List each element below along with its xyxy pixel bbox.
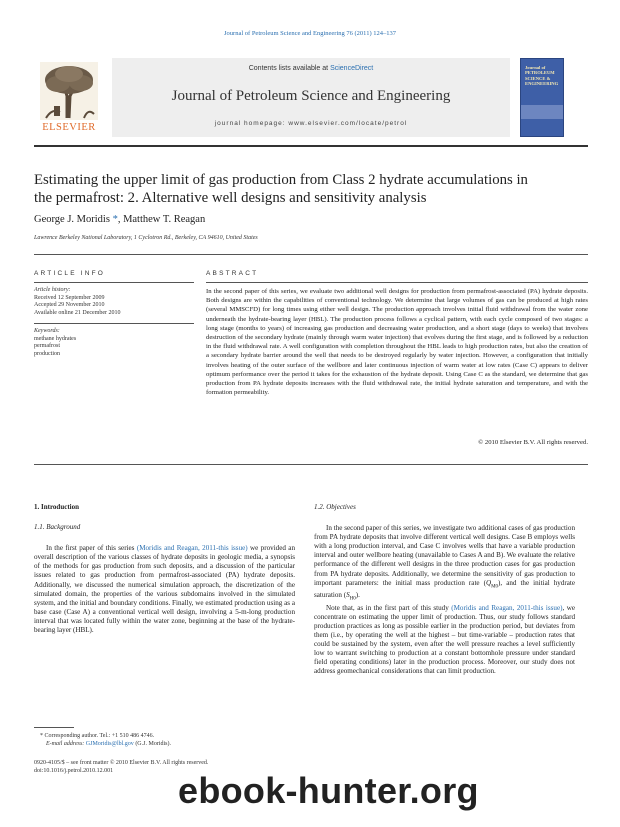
sciencedirect-link[interactable]: ScienceDirect — [330, 65, 374, 72]
subsection-heading: 1.1. Background — [34, 523, 81, 532]
history-label: Article history: — [34, 287, 71, 293]
history-accepted: Accepted 29 November 2010 — [34, 302, 105, 309]
paragraph-objectives — [314, 524, 575, 604]
text-run: ). — [355, 591, 360, 600]
subsection-heading: 1.2. Objectives — [314, 503, 356, 511]
keyword: permafrost — [34, 343, 60, 350]
journal-homepage[interactable]: journal homepage: www.elsevier.com/locate/petrol — [214, 120, 408, 127]
article-title — [34, 171, 594, 207]
keywords-rule — [34, 323, 194, 324]
corresponding-author-mark[interactable]: * — [109, 214, 118, 225]
left-column — [34, 503, 295, 635]
author-list — [34, 214, 205, 225]
article-info-heading: ARTICLE INFO — [34, 270, 106, 277]
footnote-rule — [34, 727, 74, 728]
subscript: M0 — [491, 584, 499, 590]
corresponding-author-note: * Corresponding author. Tel.: +1 510 486 4746. — [40, 733, 155, 739]
cover-title-line: Journal of — [525, 65, 546, 70]
history-online: Available online 21 December 2010 — [34, 309, 121, 316]
article-history — [34, 287, 194, 317]
author-separator: , — [117, 214, 124, 225]
text-run: In the second paper of this series, we investigate two additional cases of gas production from PA hydrate deposits that involve different vertical well designs. Case B employs wells with a long production interval, and Case C involves wells that have a variable production interval and outer wellbore heating (unavailable to Cases A and B). We evaluate the relative performance of the different well designs in the three production cases for gas production from PA hydrate deposits. Additionally, we determine the sensitivity of gas production to important parameters: the initial mass production rate ( — [314, 524, 575, 587]
contents-line — [112, 65, 510, 72]
citation-link[interactable]: (Moridis and Reagan, 2011-this issue) — [136, 544, 248, 553]
header-divider — [34, 145, 588, 147]
email-link[interactable]: GJMoridis@lbl.gov — [85, 741, 134, 747]
title-line-2: the permafrost: 2. Alternative well designs and sensitivity analysis — [34, 190, 427, 206]
body-divider — [34, 464, 588, 465]
author-name: Matthew T. Reagan — [123, 214, 206, 225]
keyword: methane hydrates — [34, 335, 77, 342]
keywords-label: Keywords: — [34, 328, 60, 334]
elsevier-logo — [34, 58, 104, 137]
cover-title-line: ENGINEERING — [525, 81, 559, 87]
author-name: George J. Moridis — [34, 214, 110, 225]
journal-cover — [520, 58, 564, 137]
journal-banner — [112, 58, 510, 137]
email-note — [34, 740, 295, 748]
doi-line[interactable]: doi:10.1016/j.petrol.2010.12.001 — [34, 767, 114, 774]
journal-citation[interactable]: Journal of Petroleum Science and Engineering 76 (2011) 124–137 — [224, 30, 396, 37]
journal-cover-image — [520, 58, 564, 137]
email-label: E-mail address: — [46, 741, 86, 747]
symbol: Q — [485, 578, 492, 587]
title-line-1: Estimating the upper limit of gas production from Class 2 hydrate accumulations in — [34, 172, 528, 188]
contents-prefix: Contents lists available at — [248, 65, 331, 72]
cover-title-line: SCIENCE & — [525, 75, 551, 81]
paragraph-background — [34, 544, 295, 635]
footnote — [34, 732, 295, 748]
cover-strip — [521, 105, 563, 119]
text-run: , we concentrate on estimating the upper limit of production. Thus, our study follows standard production practices as long as possible earlier in the production period, but deviates from them (i.e., by operating the well at the highest – but time-variable – production rates that could be sustained by the system, even after the well pressure reaches a level sufficiently low to warrant switching to production at a constant bottomhole pressure under standard field operating conditions) later in the production process. Moreover, our study does not address geomechanical considerations that can limit production. — [314, 603, 576, 676]
info-divider — [34, 254, 588, 255]
abstract-rule — [206, 282, 588, 283]
journal-name: Journal of Petroleum Science and Engineering — [171, 88, 451, 104]
journal-header — [34, 58, 588, 137]
text-run: In the first paper of this series — [46, 544, 137, 553]
history-received: Received 12 September 2009 — [34, 294, 105, 301]
keywords — [34, 328, 194, 358]
article-info-rule — [34, 282, 194, 283]
elsevier-tree-icon — [40, 62, 98, 120]
keyword: production — [34, 350, 60, 357]
abstract-heading: ABSTRACT — [206, 270, 259, 277]
cover-title-line: PETROLEUM — [525, 70, 555, 76]
paragraph-note — [314, 604, 575, 677]
symbol: S — [346, 591, 350, 600]
issn-line: 0920-4105/$ – see front matter © 2010 Elsevier B.V. All rights reserved. — [34, 760, 209, 766]
watermark: ebook-hunter.org — [178, 770, 479, 811]
subscript: H0 — [349, 596, 356, 602]
text-run: we provided an overall description of the various classes of hydrate deposits in geologic media, a synopsis of the methods for gas production from such deposits, and a discussion of the particular issues related to gas production from permafrost-associated (PA) hydrate deposits. Additionally, we discussed the numerical simulation approach, the discretization of the simulated domain, the properties of the various subdomains involved in the simulated system, and the initial and boundary conditions. Finally, we estimated production using as a base case (Case A) a conventional vertical well design, involving a 5-m-long production interval that was located fully within the water zone, beginning at the base of the hydrate-bearing layer (HBL). — [34, 544, 295, 635]
text-run: ), and the initial hydrate saturation ( — [314, 578, 575, 600]
abstract-text: In the second paper of this series, we evaluate two additional well designs for production from permafrost-associated (PA) hydrate deposits. Both designs are within the capabilities of conventional technology. We determine that large volumes of gas can be produced at high rates (several MMSCFD) for long times using either well design. The production approach involves initial fluid withdrawal from the water zone underneath the hydrate-bearing layer (HBL). The production process follows a cyclical pattern, with each cycle composed of two stages: a long stage (months to years) of increasing gas production and decreasing water production, and a short stage (days to weeks) that involves destruction of the secondary hydrate (mainly through warm water injection) that evolves during the first stage, and is followed by a reduction in the fluid withdrawal rate. A well configuration with completion throughout the HBL leads to high production rates, but also the creation of a secondary hydrate barrier around the well that needs to be destroyed regularly by water injection. However, a configuration that initially involves heating of the outer surface of the wellbore and later continuous injection of warm water at low rates (Case C) appears to deliver optimum performance over the period it takes for the exhaustion of the hydrate deposit. Using Case C as the standard, we determine that gas production from PA hydrate deposits increases with the fluid withdrawal rate, the initial hydrate saturation and temperature, and with the formation permeability. — [206, 288, 588, 397]
cover-title — [525, 65, 561, 87]
citation-link[interactable]: (Moridis and Reagan, 2011-this issue) — [451, 603, 563, 612]
section-heading: 1. Introduction — [34, 503, 79, 511]
affiliation: Lawrence Berkeley National Laboratory, 1 Cyclotron Rd., Berkeley, CA 94610, United States — [34, 235, 258, 241]
right-column — [314, 503, 575, 676]
text-run: Note that, as in the first part of this study — [326, 603, 452, 612]
copyright: © 2010 Elsevier B.V. All rights reserved. — [478, 439, 588, 446]
text-run: (G.J. Moridis). — [133, 741, 171, 747]
elsevier-wordmark: ELSEVIER — [42, 122, 96, 133]
